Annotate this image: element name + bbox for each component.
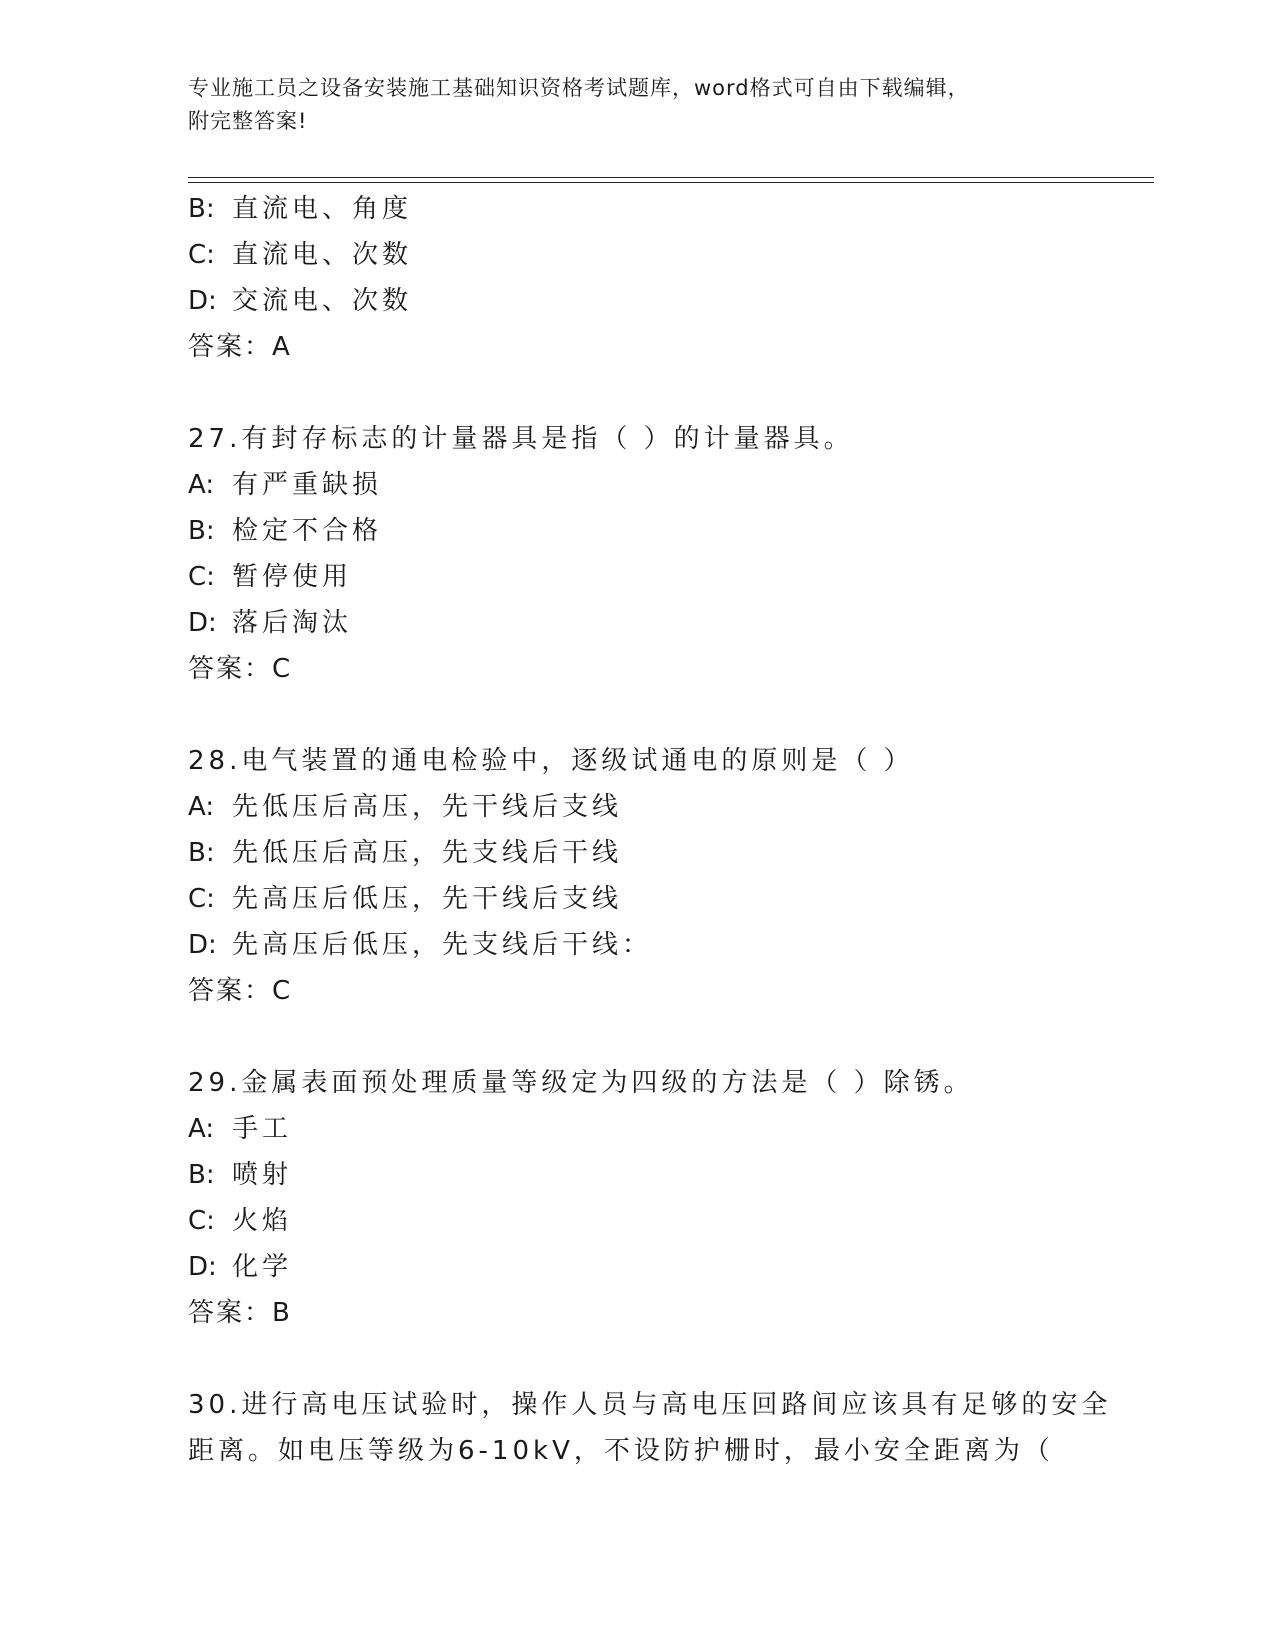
header-line-1: 专业施工员之设备安装施工基础知识资格考试题库，word格式可自由下载编辑， [188, 76, 970, 100]
option-text: 直流电、角度 [232, 194, 413, 224]
option-a [188, 1106, 1148, 1152]
document-header [188, 72, 1088, 138]
option-prefix: C: [188, 884, 215, 914]
answer-line: 答案：B [188, 1298, 292, 1328]
option-d [188, 922, 1148, 968]
option-prefix: D: [188, 608, 217, 638]
option-text: 直流电、次数 [232, 240, 413, 270]
answer-line: 答案：C [188, 976, 293, 1006]
option-text: 落后淘汰 [232, 608, 353, 638]
option-text: 火焰 [232, 1206, 293, 1236]
option-text: 交流电、次数 [232, 286, 413, 316]
option-prefix: D: [188, 930, 217, 960]
question-list [188, 186, 1148, 1474]
option-text: 检定不合格 [232, 516, 383, 546]
option-prefix: D: [188, 1252, 217, 1282]
option-text: 喷射 [232, 1160, 293, 1190]
option-prefix: B: [188, 1160, 215, 1190]
question-28 [188, 738, 1148, 1014]
option-prefix: B: [188, 194, 215, 224]
spacer [188, 1014, 1148, 1060]
option-c [188, 554, 1148, 600]
option-text: 先低压后高压，先支线后干线 [232, 838, 623, 868]
option-b [188, 830, 1148, 876]
option-prefix: A: [188, 470, 215, 500]
option-text: 有严重缺损 [232, 470, 383, 500]
option-prefix: A: [188, 792, 215, 822]
question-stem: 29.金属表面预处理质量等级定为四级的方法是（ ）除锈。 [188, 1068, 974, 1098]
option-c [188, 876, 1148, 922]
question-stem-line-1: 30.进行高电压试验时，操作人员与高电压回路间应该具有足够的安全 [188, 1390, 1112, 1420]
option-a [188, 462, 1148, 508]
question-26-continued [188, 186, 1148, 370]
option-b [188, 1152, 1148, 1198]
option-c [188, 232, 1148, 278]
option-prefix: B: [188, 516, 215, 546]
header-divider-top [188, 177, 1154, 178]
option-b [188, 508, 1148, 554]
option-prefix: B: [188, 838, 215, 868]
option-c [188, 1198, 1148, 1244]
question-stem: 28.电气装置的通电检验中，逐级试通电的原则是（ ） [188, 746, 914, 776]
answer-line: 答案：C [188, 654, 293, 684]
option-a [188, 784, 1148, 830]
option-d [188, 278, 1148, 324]
spacer [188, 370, 1148, 416]
option-d [188, 1244, 1148, 1290]
spacer [188, 692, 1148, 738]
option-b [188, 186, 1148, 232]
option-prefix: D: [188, 286, 217, 316]
option-d [188, 600, 1148, 646]
header-divider-bottom [188, 182, 1154, 183]
question-stem: 27.有封存标志的计量器具是指（ ）的计量器具。 [188, 424, 854, 454]
option-prefix: C: [188, 240, 215, 270]
option-text: 暂停使用 [232, 562, 353, 592]
option-prefix: C: [188, 562, 215, 592]
option-text: 先高压后低压，先支线后干线： [232, 930, 653, 960]
question-27 [188, 416, 1148, 692]
option-text: 化学 [232, 1252, 293, 1282]
answer-line: 答案：A [188, 332, 292, 362]
question-30 [188, 1382, 1148, 1474]
option-prefix: A: [188, 1114, 215, 1144]
option-text: 先低压后高压，先干线后支线 [232, 792, 623, 822]
option-text: 先高压后低压，先干线后支线 [232, 884, 623, 914]
spacer [188, 1336, 1148, 1382]
question-29 [188, 1060, 1148, 1336]
question-stem-line-2: 距离。如电压等级为6-10kV，不设防护栅时，最小安全距离为（ [188, 1436, 1054, 1466]
header-line-2: 附完整答案! [188, 109, 308, 133]
option-prefix: C: [188, 1206, 215, 1236]
option-text: 手工 [232, 1114, 293, 1144]
